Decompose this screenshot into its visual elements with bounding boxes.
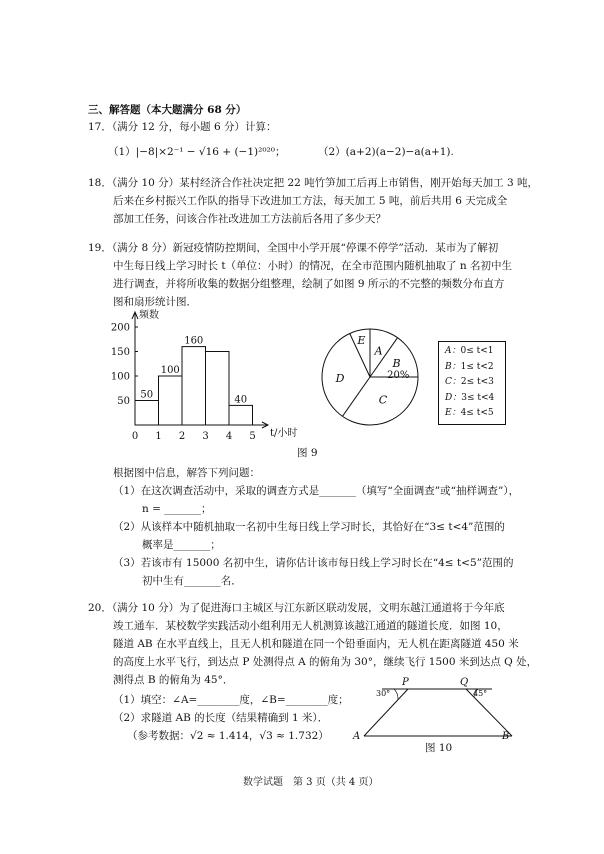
pie-slice-label: E (357, 333, 366, 347)
q19-part1-line2: n = _______； (142, 503, 212, 515)
histogram-bar (159, 376, 183, 425)
pie-slice-label: B (392, 356, 401, 370)
y-axis-label: 频数 (139, 310, 159, 321)
legend-key: D： (445, 392, 462, 403)
x-tick-label: 0 (131, 431, 139, 442)
x-axis-label: t/小时 (270, 428, 298, 439)
q17-stem: 17．（满分 12 分，每小题 6 分）计算： (88, 121, 277, 133)
q19-line2: 中生每日线上学习时长 t（单位：小时）的情况，在全市范围内随机抽取了 n 名初中生 (113, 260, 512, 272)
histogram (100, 305, 325, 445)
legend-key: A： (445, 346, 461, 356)
angle-arc-p (394, 689, 398, 699)
legend-box (438, 341, 506, 425)
q19-line4: 图和扇形统计图． (113, 296, 197, 308)
q17-part1: （1）|−8|×2⁻¹ − √16 + (−1)²⁰²⁰； (108, 146, 286, 158)
q19-line3: 进行调查，并将所收集的数据分组整理，绘制了如图 9 所示的不完整的频数分布直方 (113, 278, 505, 290)
q19-intro: 根据图中信息，解答下列问题： (113, 467, 260, 479)
legend-range: 4≤ t<5 (460, 408, 494, 419)
page-footer: 数学试题 第 3 页（共 4 页） (243, 777, 379, 788)
angle-30-label: 30° (376, 689, 391, 698)
bar-data-label: 50 (140, 389, 154, 401)
q19-part2-line2: 概率是_______； (142, 539, 221, 551)
y-tick-label: 150 (110, 347, 130, 358)
angle-45-label: 45° (473, 689, 488, 698)
q18-line2: 后来在乡村振兴工作队的指导下改进加工方法，每天加工 5 吨，前后共用 6 天完成全 (113, 195, 508, 207)
pie-slice-label: D (335, 372, 345, 386)
q20-part2: （2）求隧道 AB 的长度（结果精确到 1 米）． (113, 712, 329, 724)
q18-line3: 部加工任务，问该合作社改进加工方法前后各用了多少天？ (113, 213, 386, 225)
point-a-label: A (353, 731, 361, 742)
q19-part3-line1: （3）若该市有 15000 名初中生，请你估计该市每日线上学习时长在“4≤ t<5”范围的 (113, 557, 514, 569)
legend-range: 3≤ t<4 (461, 392, 495, 403)
pie-slice-label: A (374, 344, 383, 358)
q20-part1: （1）填空：∠A=________度，∠B=________度； (113, 694, 349, 706)
q17-part2: （2）(a+2)(a−2)−a(a+1). (318, 146, 454, 158)
histogram-bar (206, 352, 230, 426)
bar-data-label: 160 (184, 335, 204, 347)
figure10-caption: 图 10 (425, 742, 453, 754)
q20-line2: 竣工通车．某校数学实践活动小组利用无人机测算该越江通道的隧道长度．如图 10， (113, 620, 508, 632)
legend-row (445, 361, 494, 373)
q19-part3-line2: 初中生有_______名． (142, 575, 242, 587)
point-p-label: P (402, 677, 409, 688)
legend-row (445, 392, 494, 404)
point-b-label: B (502, 731, 510, 742)
q19-line1: 19．（满分 8 分）新冠疫情防控期间，全国中小学开展“停课不停学”活动．某市为了解初 (88, 242, 499, 254)
x-tick-label: 1 (155, 431, 162, 442)
legend-range: 2≤ t<3 (460, 377, 494, 388)
pie-percent-label: 20% (387, 369, 410, 381)
y-tick-label: 100 (110, 371, 130, 383)
bar-data-label: 100 (160, 365, 180, 376)
q20-line5: 测得点 B 的俯角为 45°． (113, 674, 234, 686)
x-tick-label: 2 (178, 431, 186, 442)
q19-part1-line1: （1）在这次调查活动中，采取的调查方式是_______（填写“全面调查”或“抽样调查”）， (113, 485, 520, 497)
q20-line1: 20．（满分 10 分）为了促进海口主城区与江东新区联动发展，文明东越江通道将于今年底 (88, 602, 505, 614)
q20-reference: （参考数据：√2 ≈ 1.414，√3 ≈ 1.732） (127, 730, 329, 742)
x-tick-label: 4 (225, 431, 233, 442)
pie-slice-label: C (378, 393, 388, 407)
x-tick-label: 3 (202, 431, 209, 442)
legend-range: 0≤ t<1 (460, 346, 494, 356)
histogram-bar (135, 401, 159, 426)
q19-part2-line1: （2）从该样本中随机抽取一名初中生每日线上学习时长，其恰好在“3≤ t<4”范围的 (113, 521, 505, 533)
bar-data-label: 40 (234, 394, 248, 406)
section-title: 三、解答题（本大题满分 68 分） (88, 104, 247, 116)
legend-range: 1≤ t<2 (460, 361, 494, 372)
histogram-bar (229, 405, 253, 425)
y-tick-label: 50 (117, 396, 130, 407)
figure9-caption: 图 9 (297, 447, 318, 459)
legend-key: E： (445, 408, 461, 419)
legend-row (445, 376, 494, 388)
legend-row (445, 407, 494, 419)
histogram-bar (182, 347, 206, 425)
point-q-label: Q (460, 677, 469, 688)
legend-key: C： (445, 377, 461, 388)
legend-row (445, 345, 494, 357)
pie-radius (342, 377, 370, 416)
q18-line1: 18．（满分 10 分）某村经济合作社决定把 22 吨竹笋加工后再上市销售，刚开始每天加工 3 吨， (88, 177, 539, 189)
y-tick-label: 200 (110, 322, 130, 334)
x-tick-label: 5 (249, 431, 256, 442)
q20-line4: 的高度上水平飞行，到达点 P 处测得点 A 的俯角为 30°，继续飞行 1500 米到达点 Q 处， (113, 656, 538, 668)
legend-key: B： (445, 361, 461, 372)
pie-chart (310, 325, 430, 430)
q20-line3: 隧道 AB 在水平直线上，且无人机和隧道在同一个铅垂面内，无人机在距离隧道 450 米 (113, 638, 519, 650)
